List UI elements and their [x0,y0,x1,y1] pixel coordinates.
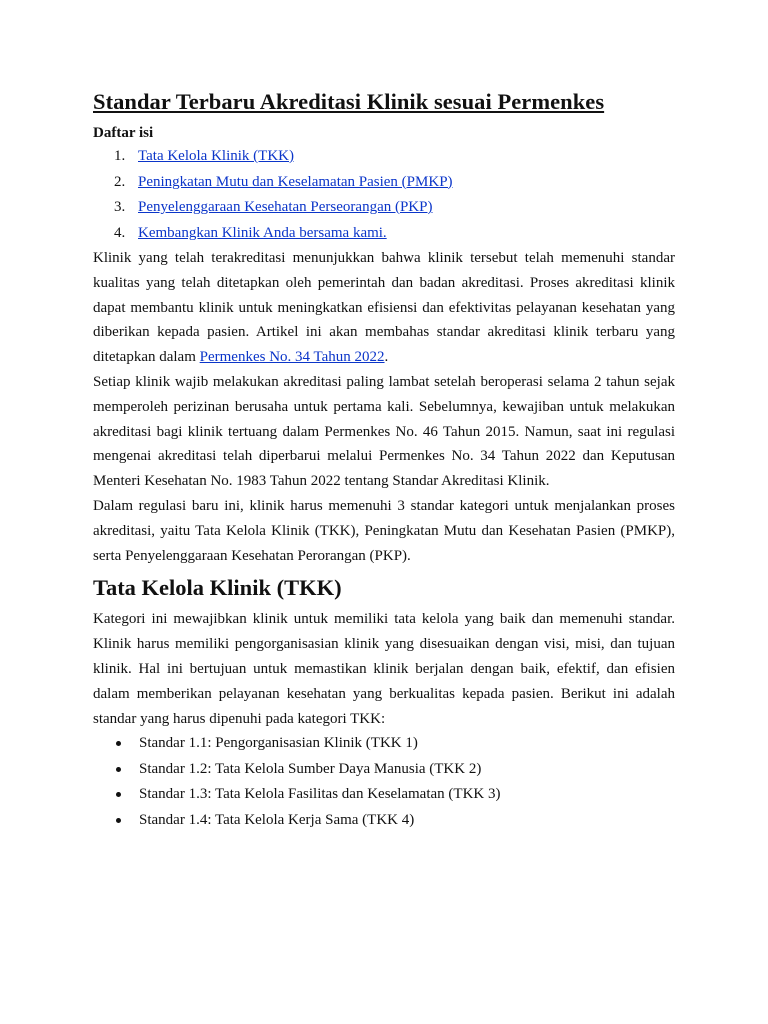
intro-paragraph-1 [93,246,675,370]
intro-paragraph-2: Setiap klinik wajib melakukan akreditasi paling lambat setelah beroperasi selama 2 tahun sejak memperoleh perizinan berusaha untuk pertama kali. Sebelumnya, kewajiban untuk melakukan akreditasi bagi klinik tertuang dalam Permenkes No. 46 Tahun 2015. Namun, saat ini regulasi mengenai akreditasi telah diperbarui melalui Permenkes No. 34 Tahun 2022 dan Keputusan Menteri Kesehatan No. 1983 Tahun 2022 tentang Standar Akreditasi Klinik. [93,373,675,490]
list-item-text: Standar 1.2: Tata Kelola Sumber Daya Manusia (TKK 2) [139,760,482,777]
toc-heading: Daftar isi [93,125,154,141]
bullet-icon [116,741,121,746]
toc-link-kembangkan[interactable]: Kembangkan Klinik Anda bersama kami. [138,224,387,241]
list-item-text: Standar 1.3: Tata Kelola Fasilitas dan Keselamatan (TKK 3) [139,786,501,803]
list-item-text: Standar 1.4: Tata Kelola Kerja Sama (TKK 4) [139,811,415,828]
section-heading-tkk: Tata Kelola Klinik (TKK) [93,575,342,601]
tkk-standards-list [93,731,675,833]
list-item [93,731,675,757]
document-page [93,88,675,833]
list-item [93,757,675,783]
intro-paragraph-1-end: . [384,349,389,366]
table-of-contents [93,144,675,246]
document-title: Standar Terbaru Akreditasi Klinik sesuai Permenkes [93,89,605,114]
toc-link-pmkp[interactable]: Peningkatan Mutu dan Keselamatan Pasien (PMKP) [138,173,453,190]
toc-item-number: 4. [114,224,126,241]
intro-paragraph-3: Dalam regulasi baru ini, klinik harus memenuhi 3 standar kategori untuk menjalankan proses akreditasi, yaitu Tata Kelola Klinik (TKK), Peningkatan Mutu dan Kesehatan Pasien (PMKP), serta Penyelenggaraan Kesehatan Perorangan (PKP). [93,497,675,564]
bullet-icon [116,767,121,772]
toc-item-number: 1. [114,148,126,164]
tkk-paragraph: Kategori ini mewajibkan klinik untuk memiliki tata kelola yang baik dan memenuhi standar. Klinik harus memiliki pengorganisasian klinik yang disesuaikan dengan visi, misi, dan tujuan klinik. Hal ini bertujuan untuk memastikan klinik berjalan dengan baik, efektif, dan efisien dalam memberikan pelayanan kesehatan yang berkualitas kepada pasien. Berikut ini adalah standar yang harus dipenuhi pada kategori TKK: [93,611,675,727]
bullet-icon [116,818,121,823]
toc-item-3 [93,195,675,221]
toc-item-4 [93,221,675,247]
bullet-icon [116,792,121,797]
list-item-text: Standar 1.1: Pengorganisasian Klinik (TKK 1) [139,735,418,752]
permenkes-link[interactable]: Permenkes No. 34 Tahun 2022 [199,349,385,366]
toc-link-pkp[interactable]: Penyelenggaraan Kesehatan Perseorangan (PKP) [138,199,433,215]
toc-link-tkk[interactable]: Tata Kelola Klinik (TKK) [138,148,294,164]
toc-item-number: 3. [114,199,126,215]
intro-paragraph-1-text: Klinik yang telah terakreditasi menunjukkan bahwa klinik tersebut telah memenuhi standar kualitas yang telah ditetapkan oleh pemerintah dan badan akreditasi. Proses akreditasi klinik dapat membantu klinik untuk meningkatkan efisiensi dan efektivitas pelayanan kesehatan yang diberikan kepada pasien. Artikel ini akan membahas standar akreditasi klinik terbaru yang ditetapkan dalam [93,250,675,366]
toc-item-2 [93,170,675,196]
toc-item-number: 2. [114,173,126,190]
list-item [93,782,675,808]
list-item [93,808,675,834]
toc-item-1 [93,144,675,170]
